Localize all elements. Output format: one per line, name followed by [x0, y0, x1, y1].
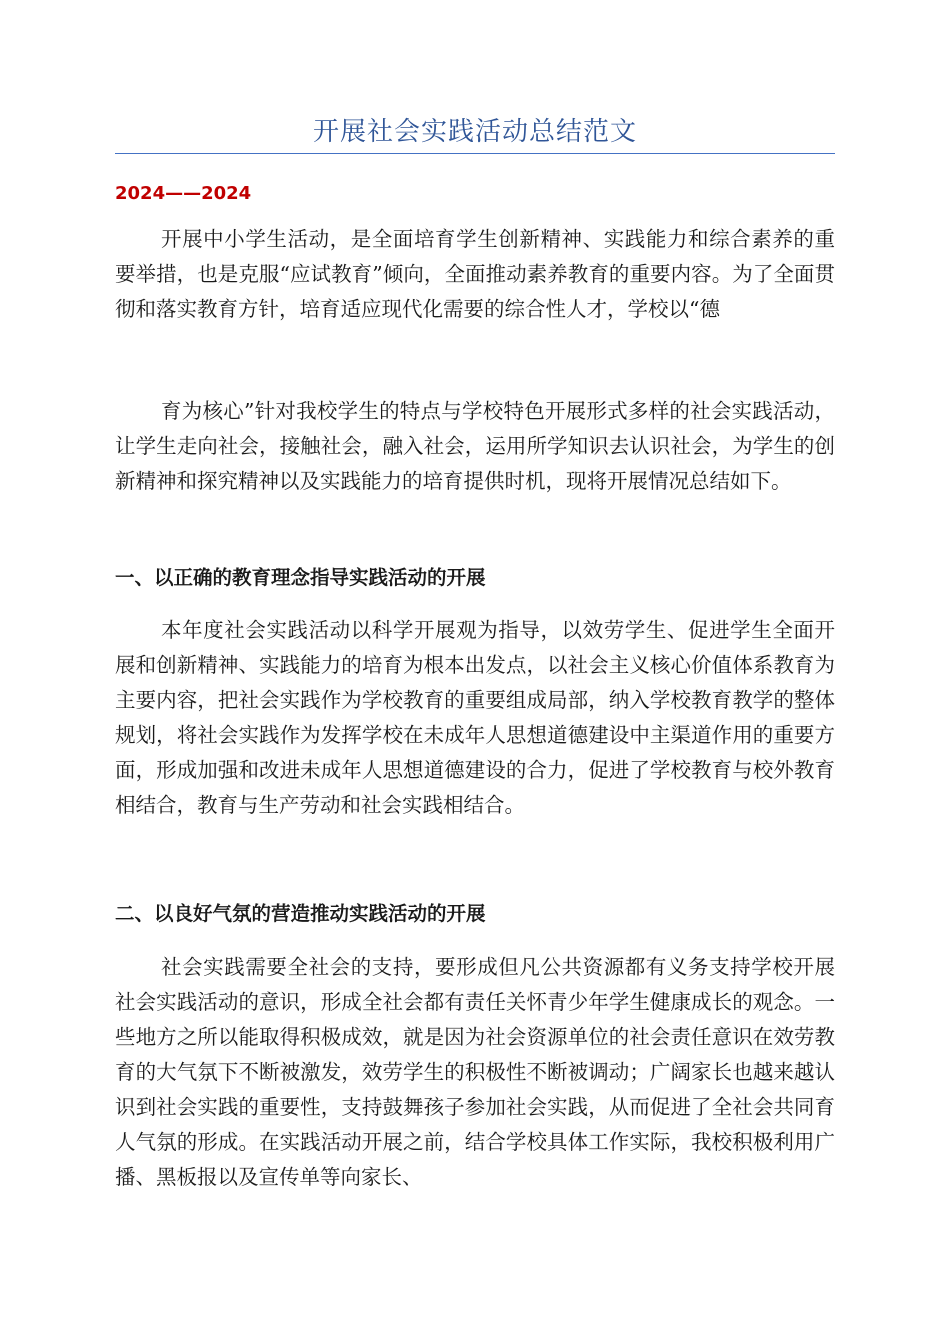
section-heading-1: 一、以正确的教育理念指导实践活动的开展 — [115, 566, 486, 589]
paragraph-intro-continued: 育为核心”针对我校学生的特点与学校特色开展形式多样的社会实践活动，让学生走向社会，接触社会，融入社会，运用所学知识去认识社会，为学生的创新精神和探究精神以及实践能力的培育提供时机，现将开展情况总结如下。 — [115, 399, 835, 493]
title-underline — [115, 153, 835, 154]
paragraph-intro: 开展中小学生活动，是全面培育学生创新精神、实践能力和综合素养的重要举措，也是克服“应试教育”倾向，全面推动素养教育的重要内容。为了全面贯彻和落实教育方针，培育适应现代化需要的综合性人才，学校以“德 — [115, 227, 835, 321]
date-range: 2024——2024 — [115, 183, 252, 204]
document-title: 开展社会实践活动总结范文 — [312, 117, 637, 147]
paragraph-section-2: 社会实践需要全社会的支持，要形成但凡公共资源都有义务支持学校开展社会实践活动的意识，形成全社会都有责任关怀青少年学生健康成长的观念。一些地方之所以能取得积极成效，就是因为社会资源单位的社会责任意识在效劳教育的大气氛下不断被激发，效劳学生的积极性不断被调动；广阔家长也越来越认识到社会实践的重要性，支持鼓舞孩子参加社会实践，从而促进了全社会共同育人气氛的形成。在实践活动开展之前，结合学校具体工作实际，我校积极利用广播、黑板报以及宣传单等向家长、 — [115, 955, 835, 1189]
paragraph-section-1: 本年度社会实践活动以科学开展观为指导，以效劳学生、促进学生全面开展和创新精神、实践能力的培育为根本出发点，以社会主义核心价值体系教育为主要内容，把社会实践作为学校教育的重要组成局部，纳入学校教育教学的整体规划，将社会实践作为发挥学校在未成年人思想道德建设中主渠道作用的重要方面，形成加强和改进未成年人思想道德建设的合力，促进了学校教育与校外教育相结合，教育与生产劳动和社会实践相结合。 — [115, 618, 835, 817]
section-heading-2: 二、以良好气氛的营造推动实践活动的开展 — [115, 902, 486, 925]
